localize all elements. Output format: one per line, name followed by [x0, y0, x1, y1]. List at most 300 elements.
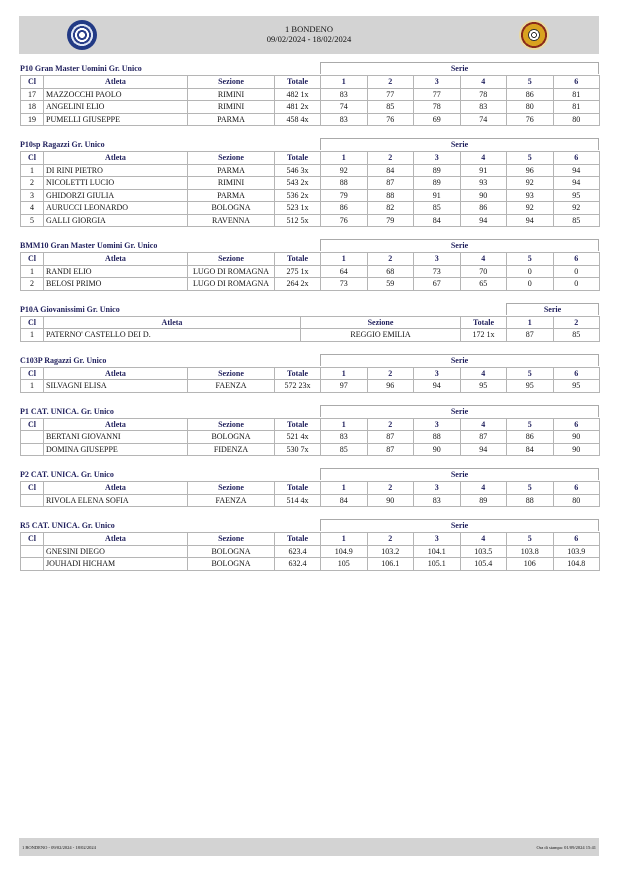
series-score-cell: 90: [553, 431, 600, 444]
column-header-cl: Cl: [21, 418, 44, 431]
section-title: P10A Giovanissimi Gr. Unico: [20, 304, 120, 314]
series-score-cell: 86: [507, 88, 554, 101]
column-header-series-4: 4: [460, 76, 507, 89]
series-score-cell: 94: [414, 380, 461, 393]
series-score-cell: 89: [414, 164, 461, 177]
section-cell: RIMINI: [188, 177, 275, 190]
column-header-total: Totale: [275, 367, 321, 380]
table-row: [21, 558, 600, 571]
column-header-athlete: Atleta: [44, 418, 188, 431]
series-score-cell: 106.1: [367, 558, 414, 571]
series-score-cell: 94: [460, 214, 507, 227]
athlete-cell: BERTANI GIOVANNI: [44, 431, 188, 444]
series-score-cell: 94: [507, 214, 554, 227]
athlete-cell: PATERNO' CASTELLO DEI D.: [44, 329, 301, 342]
section-title: P2 CAT. UNICA. Gr. Unico: [20, 470, 114, 479]
series-score-cell: 103.2: [367, 545, 414, 558]
column-header-athlete: Atleta: [44, 482, 188, 495]
column-header-cl: Cl: [21, 76, 44, 89]
athlete-cell: MAZZOCCHI PAOLO: [44, 88, 188, 101]
rank-cell: 1: [21, 380, 44, 393]
serie-header: Serie: [506, 303, 599, 315]
column-header-section: Sezione: [188, 367, 275, 380]
rank-cell: 2: [21, 177, 44, 190]
column-header-series-3: 3: [414, 533, 461, 546]
series-score-cell: 64: [321, 265, 368, 278]
results-section: [20, 519, 599, 571]
column-header-cl: Cl: [21, 533, 44, 546]
results-section: [20, 303, 599, 342]
results-section: [20, 138, 599, 227]
series-score-cell: 92: [321, 164, 368, 177]
athlete-cell: PUMELLI GIUSEPPE: [44, 113, 188, 126]
column-header-series-5: 5: [507, 76, 554, 89]
series-score-cell: 97: [321, 380, 368, 393]
series-score-cell: 80: [507, 101, 554, 114]
page-header: [19, 16, 599, 54]
total-cell: 546 3x: [275, 164, 321, 177]
series-score-cell: 85: [367, 101, 414, 114]
series-score-cell: 83: [321, 431, 368, 444]
series-score-cell: 93: [460, 177, 507, 190]
series-score-cell: 76: [507, 113, 554, 126]
rank-cell: 18: [21, 101, 44, 114]
series-score-cell: 77: [367, 88, 414, 101]
footer-event: 1 BONDENO - 09/02/2024 - 18/02/2024: [22, 845, 96, 850]
series-score-cell: 77: [414, 88, 461, 101]
column-header-athlete: Atleta: [44, 316, 301, 329]
athlete-cell: BELOSI PRIMO: [44, 278, 188, 291]
column-header-series-1: 1: [321, 367, 368, 380]
series-score-cell: 94: [460, 443, 507, 456]
series-score-cell: 89: [414, 177, 461, 190]
section-cell: REGGIO EMILIA: [301, 329, 461, 342]
series-score-cell: 95: [507, 380, 554, 393]
series-score-cell: 85: [414, 202, 461, 215]
event-dates: 09/02/2024 - 18/02/2024: [266, 34, 352, 44]
table-row: [21, 101, 600, 114]
footer-print-time: Ora di stampa: 01/09/2024 15:41: [536, 845, 596, 850]
serie-header: Serie: [320, 239, 599, 251]
column-header-series-1: 1: [321, 253, 368, 266]
total-cell: 530 7x: [275, 443, 321, 456]
rank-cell: [21, 558, 44, 571]
series-score-cell: 103.5: [460, 545, 507, 558]
series-score-cell: 84: [414, 214, 461, 227]
section-cell: PARMA: [188, 164, 275, 177]
column-header-series-5: 5: [507, 253, 554, 266]
column-header-series-3: 3: [414, 418, 461, 431]
series-score-cell: 68: [367, 265, 414, 278]
rank-cell: 1: [21, 164, 44, 177]
column-header-series-5: 5: [507, 367, 554, 380]
series-score-cell: 87: [367, 177, 414, 190]
series-score-cell: 87: [507, 329, 554, 342]
series-score-cell: 94: [553, 177, 600, 190]
rank-cell: [21, 545, 44, 558]
rank-cell: 1: [21, 265, 44, 278]
column-header-section: Sezione: [188, 418, 275, 431]
athlete-cell: NICOLETTI LUCIO: [44, 177, 188, 190]
column-header-total: Totale: [461, 316, 507, 329]
serie-header: Serie: [320, 405, 599, 417]
series-score-cell: 88: [507, 494, 554, 507]
column-header-athlete: Atleta: [44, 367, 188, 380]
series-score-cell: 88: [367, 189, 414, 202]
column-header-athlete: Atleta: [44, 253, 188, 266]
total-cell: 172 1x: [461, 329, 507, 342]
total-cell: 572 23x: [275, 380, 321, 393]
serie-header: Serie: [320, 468, 599, 480]
serie-header: Serie: [320, 519, 599, 531]
series-score-cell: 94: [553, 164, 600, 177]
table-row: [21, 431, 600, 444]
column-header-series-2: 2: [367, 482, 414, 495]
athlete-cell: DOMINA GIUSEPPE: [44, 443, 188, 456]
series-score-cell: 95: [553, 189, 600, 202]
series-score-cell: 70: [460, 265, 507, 278]
series-score-cell: 95: [553, 380, 600, 393]
athlete-cell: GNESINI DIEGO: [44, 545, 188, 558]
rank-cell: [21, 431, 44, 444]
total-cell: 482 1x: [275, 88, 321, 101]
series-score-cell: 105.4: [460, 558, 507, 571]
series-score-cell: 73: [414, 265, 461, 278]
series-score-cell: 104.8: [553, 558, 600, 571]
section-title: C103P Ragazzi Gr. Unico: [20, 355, 107, 365]
table-row: [21, 88, 600, 101]
total-cell: 521 4x: [275, 431, 321, 444]
section-title: BMM10 Gran Master Uomini Gr. Unico: [20, 241, 158, 250]
series-score-cell: 103.8: [507, 545, 554, 558]
series-score-cell: 0: [553, 278, 600, 291]
results-section: [20, 405, 599, 457]
column-header-section: Sezione: [188, 253, 275, 266]
series-score-cell: 95: [460, 380, 507, 393]
series-score-cell: 0: [507, 265, 554, 278]
series-score-cell: 78: [414, 101, 461, 114]
athlete-cell: SILVAGNI ELISA: [44, 380, 188, 393]
total-cell: 275 1x: [275, 265, 321, 278]
rank-cell: [21, 494, 44, 507]
series-score-cell: 79: [321, 189, 368, 202]
table-header-row: [21, 76, 600, 89]
series-score-cell: 84: [507, 443, 554, 456]
series-score-cell: 90: [414, 443, 461, 456]
athlete-cell: RIVOLA ELENA SOFIA: [44, 494, 188, 507]
section-cell: BOLOGNA: [188, 431, 275, 444]
column-header-series-2: 2: [367, 152, 414, 165]
series-score-cell: 92: [553, 202, 600, 215]
column-header-series-5: 5: [507, 418, 554, 431]
column-header-series-3: 3: [414, 253, 461, 266]
series-score-cell: 78: [460, 88, 507, 101]
column-header-series-6: 6: [553, 76, 600, 89]
column-header-series-2: 2: [367, 367, 414, 380]
rank-cell: 5: [21, 214, 44, 227]
series-score-cell: 0: [553, 265, 600, 278]
results-section: [20, 239, 599, 291]
series-score-cell: 80: [553, 113, 600, 126]
column-header-series-3: 3: [414, 482, 461, 495]
series-score-cell: 105.1: [414, 558, 461, 571]
section-cell: BOLOGNA: [188, 558, 275, 571]
column-header-series-6: 6: [553, 152, 600, 165]
rank-cell: 19: [21, 113, 44, 126]
section-cell: LUGO DI ROMAGNA: [188, 278, 275, 291]
section-title: P10sp Ragazzi Gr. Unico: [20, 140, 105, 149]
column-header-series-1: 1: [321, 76, 368, 89]
column-header-series-3: 3: [414, 152, 461, 165]
table-row: [21, 265, 600, 278]
column-header-total: Totale: [275, 418, 321, 431]
column-header-athlete: Atleta: [44, 76, 188, 89]
column-header-series-1: 1: [507, 316, 554, 329]
column-header-section: Sezione: [188, 533, 275, 546]
series-score-cell: 93: [507, 189, 554, 202]
series-score-cell: 92: [507, 177, 554, 190]
total-cell: 536 2x: [275, 189, 321, 202]
series-score-cell: 67: [414, 278, 461, 291]
column-header-section: Sezione: [188, 482, 275, 495]
series-score-cell: 85: [553, 329, 600, 342]
column-header-series-3: 3: [414, 76, 461, 89]
column-header-series-6: 6: [553, 418, 600, 431]
series-score-cell: 81: [553, 88, 600, 101]
column-header-cl: Cl: [21, 253, 44, 266]
section-title: R5 CAT. UNICA. Gr. Unico: [20, 521, 115, 530]
results-section: [20, 468, 599, 507]
column-header-section: Sezione: [301, 316, 461, 329]
column-header-total: Totale: [275, 152, 321, 165]
section-title: P1 CAT. UNICA. Gr. Unico: [20, 406, 114, 416]
column-header-series-5: 5: [507, 152, 554, 165]
total-cell: 523 1x: [275, 202, 321, 215]
results-table: [20, 75, 600, 126]
column-header-series-1: 1: [321, 482, 368, 495]
column-header-series-6: 6: [553, 533, 600, 546]
column-header-cl: Cl: [21, 316, 44, 329]
series-score-cell: 86: [321, 202, 368, 215]
column-header-section: Sezione: [188, 76, 275, 89]
rank-cell: [21, 443, 44, 456]
results-table: [20, 418, 600, 457]
series-score-cell: 84: [367, 164, 414, 177]
column-header-series-2: 2: [367, 533, 414, 546]
series-score-cell: 80: [553, 494, 600, 507]
serie-header: Serie: [320, 138, 599, 150]
table-row: [21, 278, 600, 291]
table-row: [21, 545, 600, 558]
series-score-cell: 86: [460, 202, 507, 215]
series-score-cell: 90: [553, 443, 600, 456]
column-header-series-4: 4: [460, 482, 507, 495]
column-header-section: Sezione: [188, 152, 275, 165]
rank-cell: 1: [21, 329, 44, 342]
series-score-cell: 96: [367, 380, 414, 393]
results-section: [20, 62, 599, 126]
table-header-row: [21, 253, 600, 266]
series-score-cell: 87: [367, 443, 414, 456]
athlete-cell: ANGELINI ELIO: [44, 101, 188, 114]
column-header-series-6: 6: [553, 482, 600, 495]
series-score-cell: 83: [321, 88, 368, 101]
series-score-cell: 88: [414, 431, 461, 444]
results-sections: [20, 62, 599, 583]
column-header-total: Totale: [275, 482, 321, 495]
series-score-cell: 88: [321, 177, 368, 190]
series-score-cell: 91: [460, 164, 507, 177]
club-logo-icon: [519, 20, 549, 50]
athlete-cell: JOUHADI HICHAM: [44, 558, 188, 571]
rank-cell: 4: [21, 202, 44, 215]
results-table: [20, 532, 600, 571]
column-header-series-1: 1: [321, 152, 368, 165]
section-cell: PARMA: [188, 189, 275, 202]
series-score-cell: 82: [367, 202, 414, 215]
column-header-series-2: 2: [367, 418, 414, 431]
column-header-athlete: Atleta: [44, 152, 188, 165]
results-table: [20, 481, 600, 507]
table-header-row: [21, 482, 600, 495]
column-header-series-1: 1: [321, 533, 368, 546]
rank-cell: 17: [21, 88, 44, 101]
athlete-cell: GALLI GIORGIA: [44, 214, 188, 227]
series-score-cell: 84: [321, 494, 368, 507]
column-header-total: Totale: [275, 533, 321, 546]
total-cell: 514 4x: [275, 494, 321, 507]
section-cell: BOLOGNA: [188, 202, 275, 215]
athlete-cell: DI RINI PIETRO: [44, 164, 188, 177]
page-footer: [19, 838, 599, 856]
series-score-cell: 74: [321, 101, 368, 114]
results-table: [20, 151, 600, 227]
table-row: [21, 329, 600, 342]
column-header-series-4: 4: [460, 418, 507, 431]
results-table: [20, 316, 600, 342]
table-header-row: [21, 418, 600, 431]
rank-cell: 3: [21, 189, 44, 202]
series-score-cell: 83: [414, 494, 461, 507]
series-score-cell: 104.1: [414, 545, 461, 558]
serie-header: Serie: [320, 354, 599, 366]
series-score-cell: 89: [460, 494, 507, 507]
series-score-cell: 85: [321, 443, 368, 456]
total-cell: 481 2x: [275, 101, 321, 114]
results-table: [20, 367, 600, 393]
column-header-series-6: 6: [553, 367, 600, 380]
table-header-row: [21, 152, 600, 165]
total-cell: 632.4: [275, 558, 321, 571]
table-header-row: [21, 367, 600, 380]
series-score-cell: 104.9: [321, 545, 368, 558]
table-row: [21, 494, 600, 507]
column-header-series-2: 2: [367, 76, 414, 89]
table-row: [21, 189, 600, 202]
section-title: P10 Gran Master Uomini Gr. Unico: [20, 64, 142, 73]
series-score-cell: 83: [321, 113, 368, 126]
series-score-cell: 103.9: [553, 545, 600, 558]
event-name: 1 BONDENO: [285, 24, 333, 34]
series-score-cell: 81: [553, 101, 600, 114]
series-score-cell: 87: [460, 431, 507, 444]
series-score-cell: 76: [321, 214, 368, 227]
table-row: [21, 380, 600, 393]
series-score-cell: 65: [460, 278, 507, 291]
table-row: [21, 443, 600, 456]
table-row: [21, 164, 600, 177]
column-header-series-6: 6: [553, 253, 600, 266]
table-row: [21, 214, 600, 227]
header-title: [19, 24, 599, 44]
series-score-cell: 76: [367, 113, 414, 126]
athlete-cell: GHIDORZI GIULIA: [44, 189, 188, 202]
table-row: [21, 177, 600, 190]
series-score-cell: 96: [507, 164, 554, 177]
series-score-cell: 91: [414, 189, 461, 202]
series-score-cell: 85: [553, 214, 600, 227]
section-cell: FAENZA: [188, 380, 275, 393]
column-header-series-5: 5: [507, 482, 554, 495]
column-header-series-4: 4: [460, 253, 507, 266]
column-header-athlete: Atleta: [44, 533, 188, 546]
column-header-series-4: 4: [460, 152, 507, 165]
series-score-cell: 74: [460, 113, 507, 126]
rank-cell: 2: [21, 278, 44, 291]
table-header-row: [21, 316, 600, 329]
series-score-cell: 79: [367, 214, 414, 227]
series-score-cell: 105: [321, 558, 368, 571]
column-header-series-3: 3: [414, 367, 461, 380]
column-header-series-4: 4: [460, 533, 507, 546]
athlete-cell: AURUCCI LEONARDO: [44, 202, 188, 215]
series-score-cell: 86: [507, 431, 554, 444]
total-cell: 458 4x: [275, 113, 321, 126]
section-cell: FAENZA: [188, 494, 275, 507]
series-score-cell: 90: [460, 189, 507, 202]
column-header-cl: Cl: [21, 152, 44, 165]
total-cell: 623.4: [275, 545, 321, 558]
column-header-series-2: 2: [553, 316, 600, 329]
series-score-cell: 0: [507, 278, 554, 291]
total-cell: 512 5x: [275, 214, 321, 227]
series-score-cell: 69: [414, 113, 461, 126]
section-cell: RAVENNA: [188, 214, 275, 227]
column-header-series-2: 2: [367, 253, 414, 266]
series-score-cell: 106: [507, 558, 554, 571]
series-score-cell: 59: [367, 278, 414, 291]
series-score-cell: 83: [460, 101, 507, 114]
table-header-row: [21, 533, 600, 546]
section-cell: BOLOGNA: [188, 545, 275, 558]
results-table: [20, 252, 600, 291]
section-cell: RIMINI: [188, 88, 275, 101]
column-header-total: Totale: [275, 76, 321, 89]
column-header-series-1: 1: [321, 418, 368, 431]
section-cell: PARMA: [188, 113, 275, 126]
column-header-series-4: 4: [460, 367, 507, 380]
table-row: [21, 202, 600, 215]
section-cell: FIDENZA: [188, 443, 275, 456]
series-score-cell: 92: [507, 202, 554, 215]
series-score-cell: 73: [321, 278, 368, 291]
column-header-series-5: 5: [507, 533, 554, 546]
column-header-total: Totale: [275, 253, 321, 266]
total-cell: 264 2x: [275, 278, 321, 291]
series-score-cell: 90: [367, 494, 414, 507]
series-score-cell: 87: [367, 431, 414, 444]
column-header-cl: Cl: [21, 482, 44, 495]
